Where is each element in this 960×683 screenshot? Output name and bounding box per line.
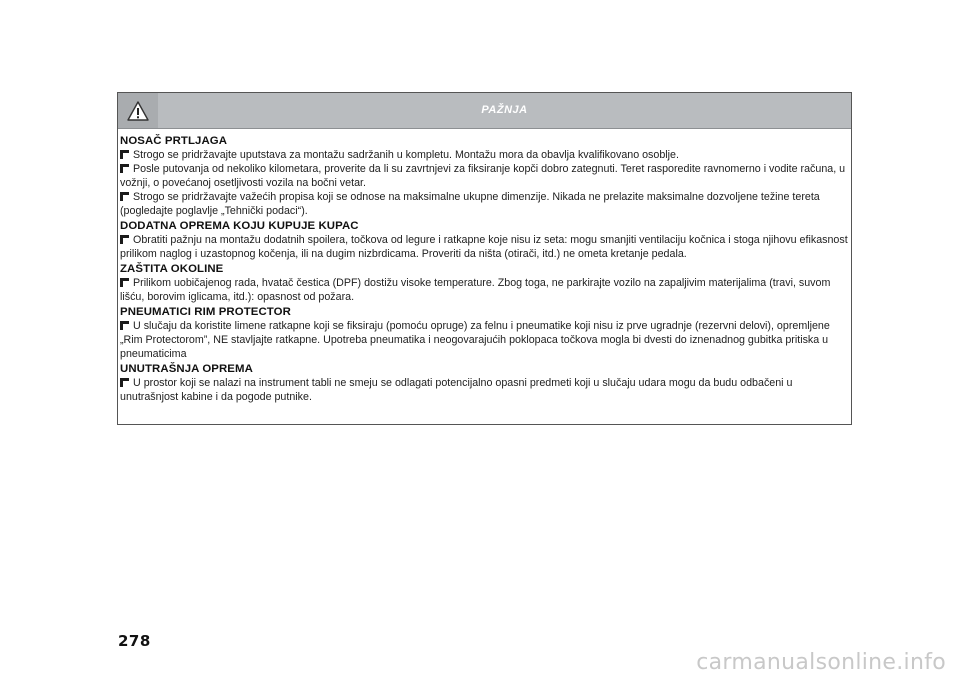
bullet-square-icon bbox=[120, 278, 129, 287]
bullet-square-icon bbox=[120, 321, 129, 330]
paragraph-text: U slučaju da koristite limene ratkapne koji se fiksiraju (pomoću opruge) za felnu i pneumatike koji nisu iz prve ugradnje (rezervni delovi), opremljene „Rim Protectorom”, NE stavljajte ratkapne. Upotreba pneumatika i neogovarajućih poklopaca točkova mogla bi dvesti do iznenadnog gubitka pritiska u pneumaticima bbox=[120, 320, 830, 360]
warning-body bbox=[118, 129, 851, 404]
bullet-square-icon bbox=[120, 164, 129, 173]
paragraph-text: Posle putovanja od nekoliko kilometara, proverite da li su zavrtnjevi za fiksiranje kopči dobro zategnuti. Teret rasporedite ravnomerno i vodite računa, u vožnji, o povećanoj osetljivosti vozila na bočni vetar. bbox=[120, 163, 846, 189]
paragraph-text: Strogo se pridržavajte uputstava za montažu sadržanih u kompletu. Montažu mora da obavlja kvalifikovano osoblje. bbox=[133, 149, 679, 161]
bullet-paragraph bbox=[120, 190, 849, 218]
section-heading: UNUTRAŠNJA OPREMA bbox=[120, 363, 253, 375]
paragraph-text: Strogo se pridržavajte važećih propisa koji se odnose na maksimalne ukupne dimenzije. Nikada ne prelazite maksimalne dozvoljene težine tereta (pogledajte poglavlje „Tehnički podaci“). bbox=[120, 191, 820, 217]
bullet-paragraph bbox=[120, 233, 849, 261]
bullet-square-icon bbox=[120, 150, 129, 159]
bullet-paragraph bbox=[120, 276, 849, 304]
paragraph-text: Prilikom uobičajenog rada, hvatač čestica (DPF) dostižu visoke temperature. Zbog toga, ne parkirajte vozilo na zapaljivim materijalima (travi, suvom lišću, borovim iglicama, itd.): opasnost od požara. bbox=[120, 277, 831, 303]
bullet-paragraph bbox=[120, 319, 849, 361]
warning-box bbox=[117, 92, 852, 425]
section-heading: PNEUMATICI RIM PROTECTOR bbox=[120, 306, 291, 318]
bullet-paragraph bbox=[120, 162, 849, 190]
warning-header bbox=[118, 93, 851, 129]
section-heading: DODATNA OPREMA KOJU KUPUJE KUPAC bbox=[120, 220, 359, 232]
bullet-paragraph bbox=[120, 376, 849, 404]
page-number: 278 bbox=[118, 632, 151, 650]
section-heading: NOSAČ PRTLJAGA bbox=[120, 135, 228, 147]
warning-icon-cell bbox=[118, 93, 158, 128]
bullet-square-icon bbox=[120, 192, 129, 201]
warning-triangle-icon bbox=[127, 101, 149, 121]
warning-title: PAŽNJA bbox=[481, 104, 528, 116]
section-heading: ZAŠTITA OKOLINE bbox=[120, 263, 224, 275]
paragraph-text: U prostor koji se nalazi na instrument tabli ne smeju se odlagati potencijalno opasni predmeti koji u slučaju udara mogu da budu odbačeni u unutrašnjost kabine i da pogode putnike. bbox=[120, 377, 793, 403]
paragraph-text: Obratiti pažnju na montažu dodatnih spoilera, točkova od legure i ratkapne koje nisu iz seta: mogu smanjiti ventilaciju kočnica i stoga njihovu efikasnost prilikom naglog i uzastopnog kočenja, ili na dugim nizbrdicama. Proveriti da ništa (otirači, itd.) ne ometa kretanje pedala. bbox=[120, 234, 848, 260]
bullet-paragraph bbox=[120, 148, 849, 162]
bullet-square-icon bbox=[120, 235, 129, 244]
bullet-square-icon bbox=[120, 378, 129, 387]
watermark: carmanualsonline.info bbox=[696, 650, 946, 675]
